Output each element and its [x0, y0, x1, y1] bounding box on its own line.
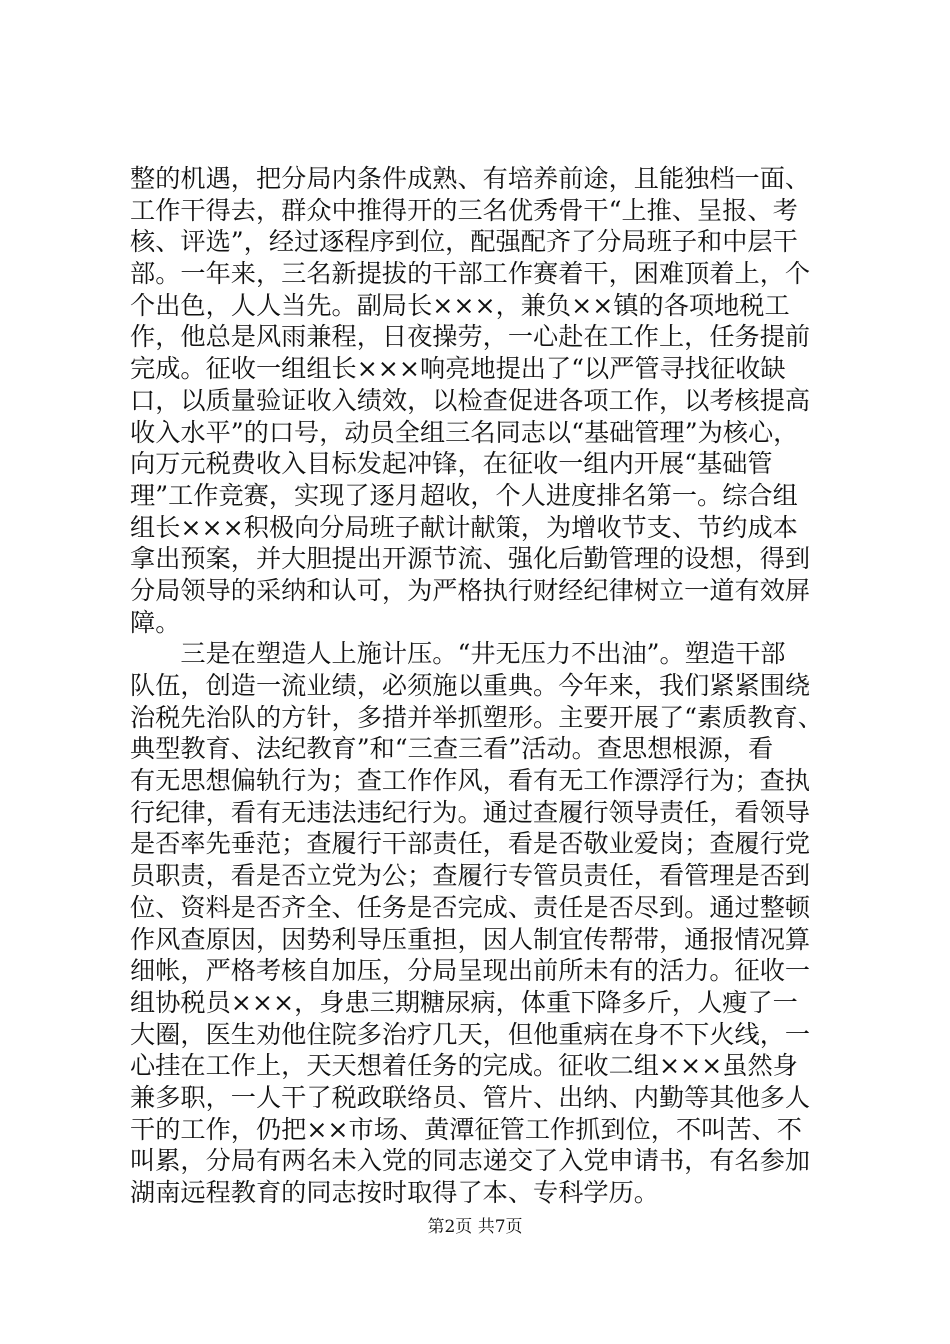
text-line: 作风查原因，因势利导压重担，因人制宜传帮带，通报情况算: [130, 924, 811, 954]
text-line: 组协税员×××，身患三期糖尿病，体重下降多斤，人瘦了一: [130, 987, 798, 1017]
body-text: [130, 163, 830, 1209]
text-line: 核、评选”，经过逐程序到位，配强配齐了分局班子和中层干: [130, 227, 798, 257]
text-line: 拿出预案，并大胆提出开源节流、强化后勤管理的设想，得到: [130, 544, 811, 574]
text-line: 干的工作，仍把××市场、黄潭征管工作抓到位，不叫苦、不: [130, 1114, 802, 1144]
page-number-label: 第2页 共7页: [427, 1217, 523, 1237]
text-line: 三是在塑造人上施计压。“井无压力不出油”。塑造干部: [130, 639, 786, 669]
text-line: 细帐，严格考核自加压，分局呈现出前所未有的活力。征收一: [130, 956, 811, 986]
text-line: 治税先治队的方针，多措并举抓塑形。主要开展了“素质教育、: [130, 702, 823, 732]
text-line: 向万元税费收入目标发起冲锋，在征收一组内开展“基础管: [130, 449, 773, 479]
text-line: 整的机遇，把分局内条件成熟、有培养前途，且能独档一面、: [130, 164, 811, 193]
text-line: 完成。征收一组组长×××响亮地提出了“以严管寻找征收缺: [130, 354, 786, 384]
text-line: 障。: [130, 607, 181, 637]
text-line: 口，以质量验证收入绩效，以检查促进各项工作，以考核提高: [130, 385, 811, 415]
text-line: 湖南远程教育的同志按时取得了本、专科学历。: [130, 1178, 659, 1207]
text-line: 心挂在工作上，天天想着任务的完成。征收二组×××虽然身: [130, 1051, 798, 1081]
text-line: 叫累，分局有两名未入党的同志递交了入党申请书，有名参加: [130, 1146, 811, 1176]
text-line: 收入水平”的口号，动员全组三名同志以“基础管理”为核心，: [130, 417, 799, 447]
text-line: 理”工作竞赛，实现了逐月超收，个人进度排名第一。综合组: [130, 480, 798, 510]
text-line: 兼多职，一人干了税政联络员、管片、出纳、内勤等其他多人: [130, 1082, 811, 1112]
text-line: 个出色，人人当先。副局长×××，兼负××镇的各项地税工: [130, 290, 790, 320]
page-footer: [0, 1216, 950, 1238]
text-line: 队伍，创造一流业绩，必须施以重典。今年来，我们紧紧围绕: [130, 671, 811, 700]
text-line: 组长×××积极向分局班子献计献策，为增收节支、节约成本: [130, 512, 798, 542]
text-line: 员职责，看是否立党为公；查履行专管员责任，看管理是否到: [130, 861, 811, 891]
text-line: 位、资料是否齐全、任务是否完成、责任是否尽到。通过整顿: [130, 892, 811, 922]
text-line: 部。一年来，三名新提拔的干部工作赛着干，困难顶着上，个: [130, 259, 811, 289]
text-line: 有无思想偏轨行为；查工作作风，看有无工作漂浮行为；查执: [130, 766, 811, 796]
text-line: 大圈，医生劝他住院多治疗几天，但他重病在身不下火线，一: [130, 1019, 811, 1049]
text-line: 典型教育、法纪教育”和“三查三看”活动。查思想根源，看: [130, 734, 774, 764]
text-line: 作，他总是风雨兼程，日夜操劳，一心赴在工作上，任务提前: [130, 322, 811, 352]
text-line: 工作干得去，群众中推得开的三名优秀骨干“上推、呈报、考: [130, 195, 798, 225]
text-line: 行纪律，看有无违法违纪行为。通过查履行领导责任，看领导: [130, 797, 811, 827]
text-line: 分局领导的采纳和认可，为严格执行财经纪律树立一道有效屏: [130, 575, 811, 605]
text-line: 是否率先垂范；查履行干部责任，看是否敬业爱岗；查履行党: [130, 829, 811, 859]
